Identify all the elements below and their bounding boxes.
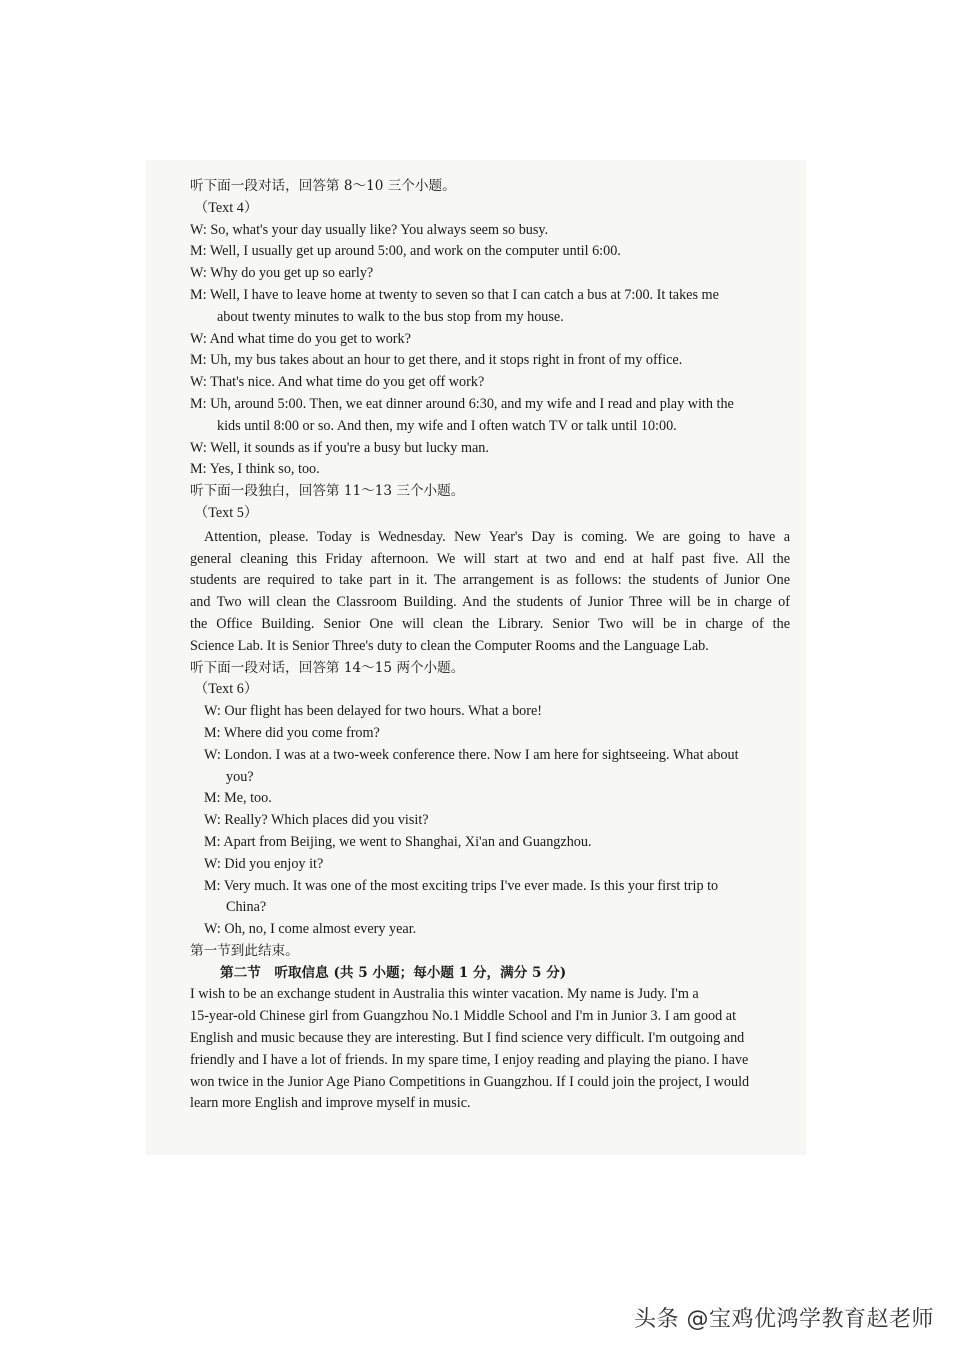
monologue-line: the Office Building. Senior One will clean the Library. Senior Two will be in charge of the xyxy=(190,615,790,632)
section2-heading: 第二节 听取信息 (共 5 小题；每小题 1 分，满分 5 分) xyxy=(220,964,567,981)
section1-end-note: 第一节到此结束。 xyxy=(190,942,299,959)
passage-line: learn more English and improve myself in music. xyxy=(190,1095,471,1112)
dialogue-line: W: Did you enjoy it? xyxy=(204,855,324,872)
monologue-line: and Two will clean the Classroom Building. And the students of Junior Three will be in charge of xyxy=(190,594,790,611)
dialogue-line: M: Well, I have to leave home at twenty to seven so that I can catch a bus at 7:00. It takes me xyxy=(190,286,719,303)
passage-line: friendly and I have a lot of friends. In my spare time, I enjoy reading and playing the piano. I have xyxy=(190,1051,749,1068)
dialogue-line: M: Well, I usually get up around 5:00, and work on the computer until 6:00. xyxy=(190,243,621,260)
passage-line: English and music because they are interesting. But I find science very difficult. I'm outgoing and xyxy=(190,1030,745,1047)
passage-line: won twice in the Junior Age Piano Competitions in Guangzhou. If I could join the project, I would xyxy=(190,1073,750,1090)
text6-instruction: 听下面一段对话，回答第 14～15 两个小题。 xyxy=(190,659,465,676)
text5-instruction: 听下面一段独白，回答第 11～13 三个小题。 xyxy=(190,483,465,500)
dialogue-line-continuation: China? xyxy=(226,899,267,916)
dialogue-line: W: Well, it sounds as if you're a busy but lucky man. xyxy=(190,439,489,456)
dialogue-line: M: Where did you come from? xyxy=(204,724,380,741)
text4-label: （Text 4） xyxy=(194,199,259,216)
dialogue-line: W: London. I was at a two-week conference there. Now I am here for sightseeing. What about xyxy=(204,746,739,763)
monologue-line: students are required to take part in it. The arrangement is as follows: the students of Junior One xyxy=(190,572,790,589)
dialogue-line: W: That's nice. And what time do you get off work? xyxy=(190,374,485,391)
text5-label: （Text 5） xyxy=(194,504,259,521)
dialogue-line: M: Very much. It was one of the most exciting trips I've ever made. Is this your first trip to xyxy=(204,877,719,894)
passage-line: I wish to be an exchange student in Australia this winter vacation. My name is Judy. I'm a xyxy=(190,986,699,1003)
dialogue-line-continuation: about twenty minutes to walk to the bus stop from my house. xyxy=(217,308,564,325)
dialogue-line: M: Uh, my bus takes about an hour to get there, and it stops right in front of my office. xyxy=(190,352,683,369)
dialogue-line: M: Me, too. xyxy=(204,790,272,807)
dialogue-line: W: Why do you get up so early? xyxy=(190,265,374,282)
watermark-text: 头条 @宝鸡优鸿学教育赵老师 xyxy=(634,1307,934,1332)
dialogue-line: M: Uh, around 5:00. Then, we eat dinner around 6:30, and my wife and I read and play with the xyxy=(190,395,734,412)
dialogue-line: W: And what time do you get to work? xyxy=(190,330,411,347)
text4-instruction: 听下面一段对话，回答第 8～10 三个小题。 xyxy=(190,178,456,194)
monologue-line: Attention, please. Today is Wednesday. New Year's Day is coming. We are going to have a xyxy=(204,528,790,545)
dialogue-line-continuation: kids until 8:00 or so. And then, my wife and I often watch TV or talk until 10:00. xyxy=(217,417,677,434)
dialogue-line: W: Our flight has been delayed for two hours. What a bore! xyxy=(204,703,543,720)
monologue-line: general cleaning this Friday afternoon. We will start at two and end at half past five. All the xyxy=(190,550,790,567)
dialogue-line: W: Oh, no, I come almost every year. xyxy=(204,921,417,938)
dialogue-line-continuation: you? xyxy=(226,768,254,785)
dialogue-line: M: Yes, I think so, too. xyxy=(190,461,320,478)
dialogue-line: W: So, what's your day usually like? You always seem so busy. xyxy=(190,221,549,238)
text6-label: （Text 6） xyxy=(194,681,259,698)
dialogue-line: W: Really? Which places did you visit? xyxy=(204,812,429,829)
monologue-line: Science Lab. It is Senior Three's duty to clean the Computer Rooms and the Language Lab. xyxy=(190,637,709,654)
exam-transcript xyxy=(190,176,790,1115)
passage-line: 15-year-old Chinese girl from Guangzhou No.1 Middle School and I'm in Junior 3. I am good at xyxy=(190,1008,737,1025)
dialogue-line: M: Apart from Beijing, we went to Shanghai, Xi'an and Guangzhou. xyxy=(204,833,592,850)
